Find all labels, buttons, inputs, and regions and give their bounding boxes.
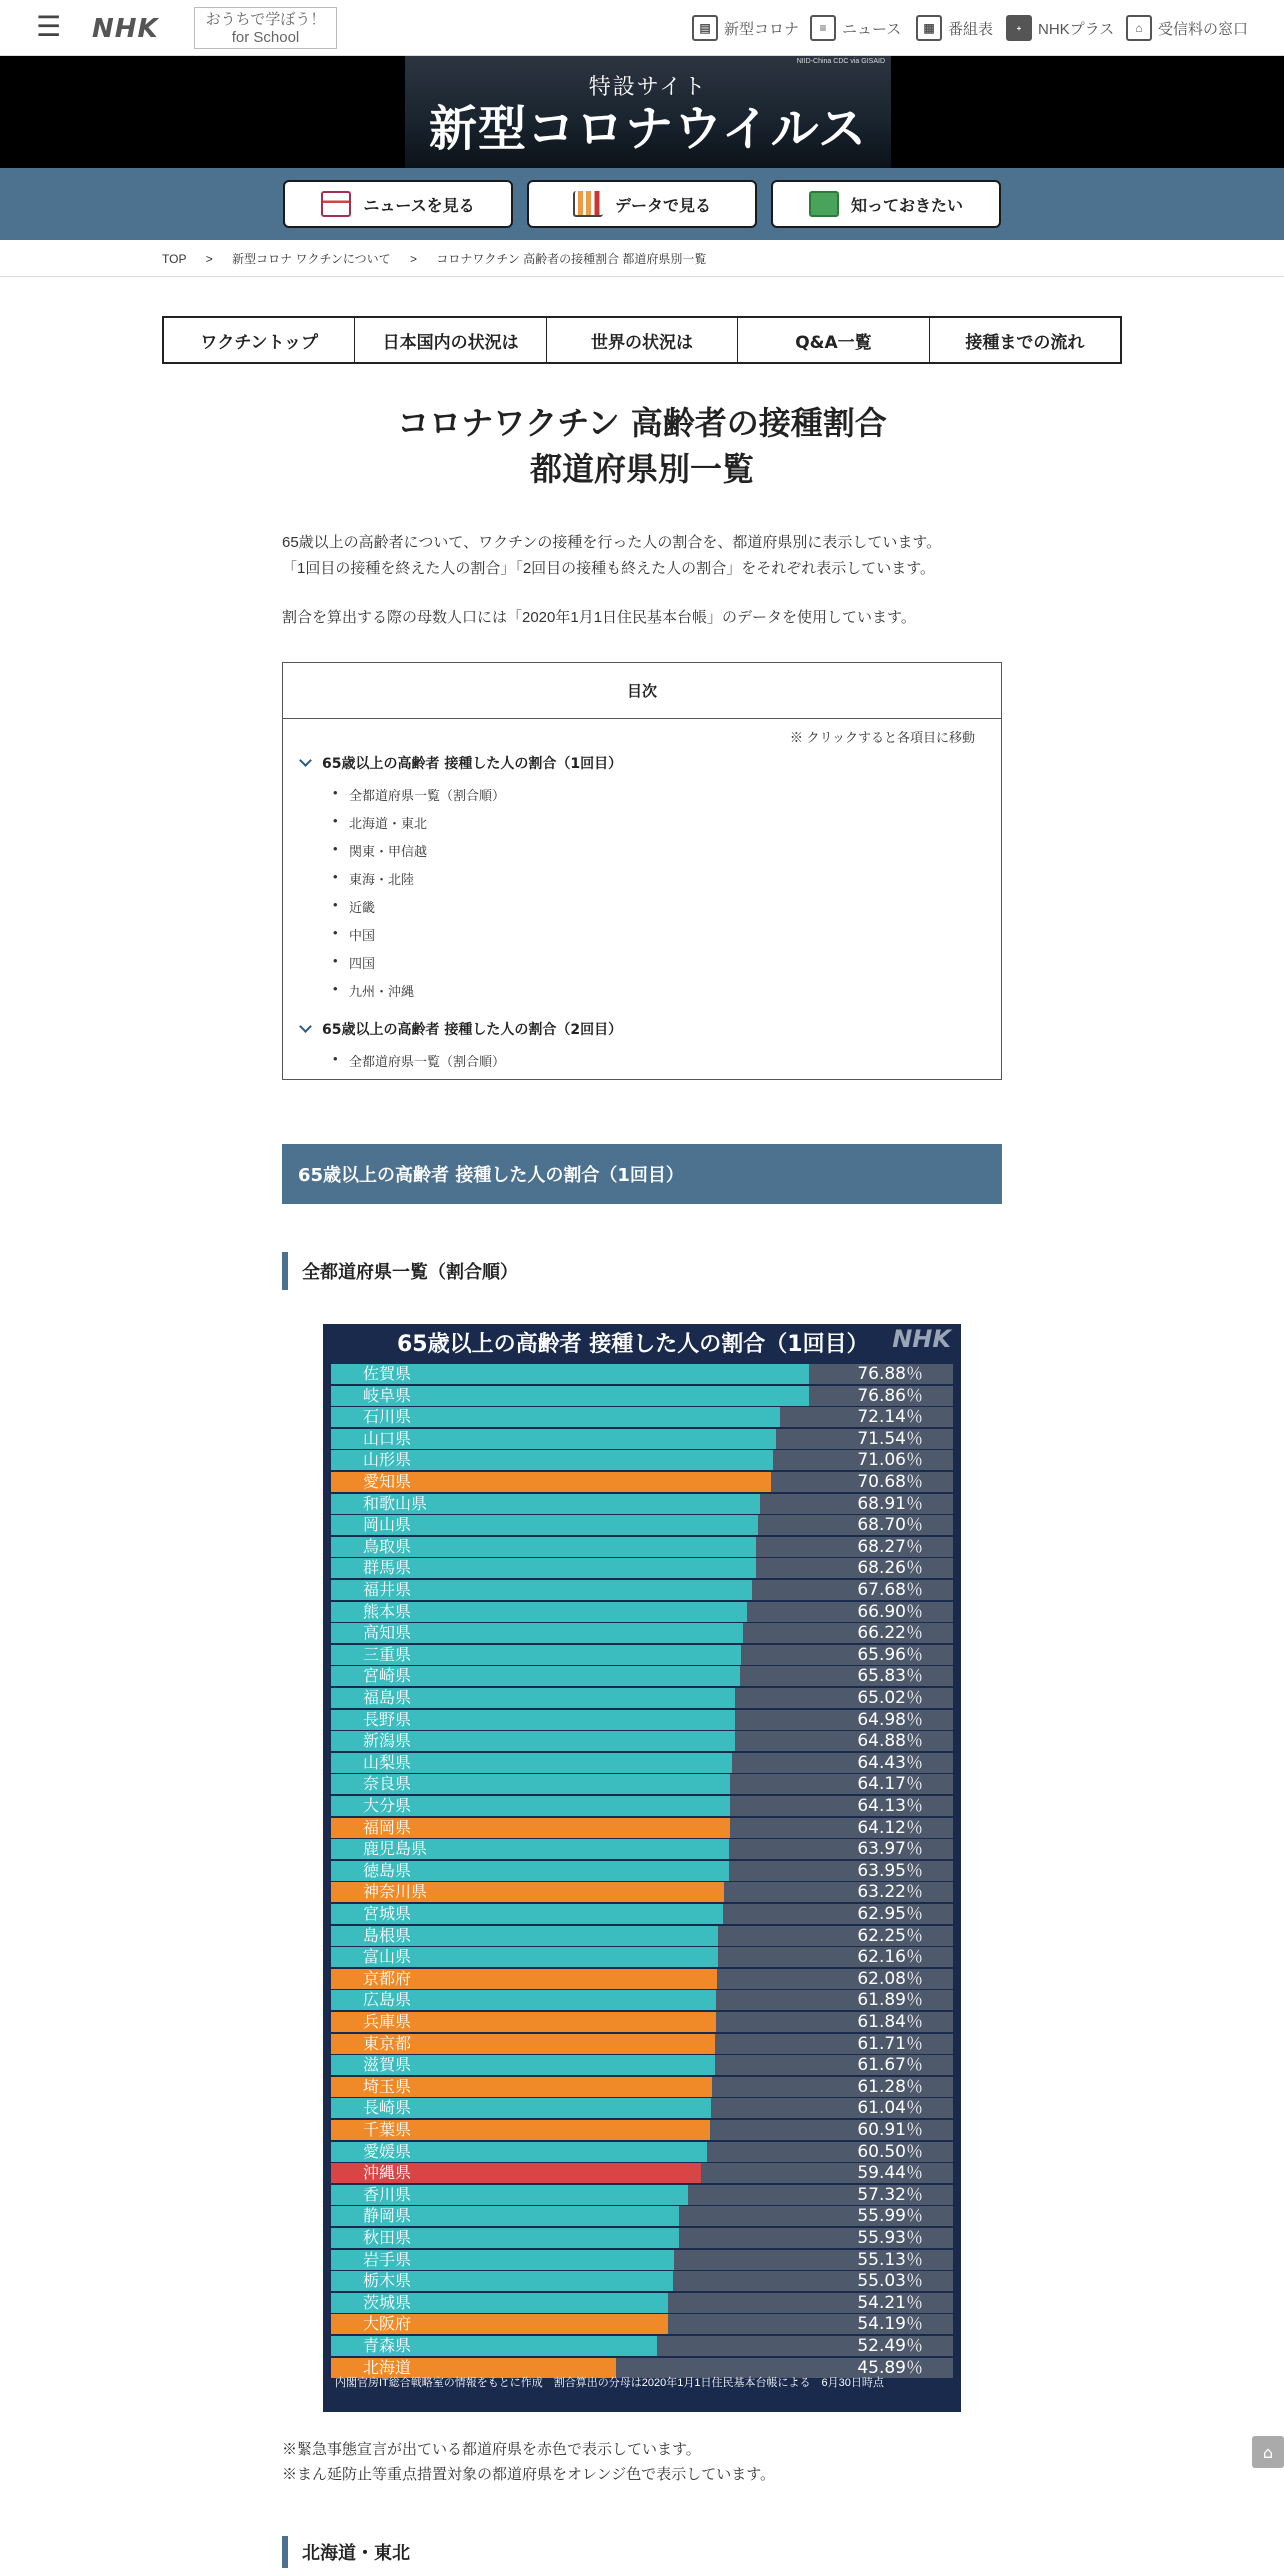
bar-value-label: 55.93％ [857, 2228, 923, 2248]
bar-row [331, 1623, 953, 1643]
know-button[interactable] [771, 180, 1001, 228]
bar-label: 愛知県 [363, 1472, 412, 1491]
bar-row [331, 2250, 953, 2270]
bar-label: 千葉県 [363, 2120, 412, 2139]
bar-label: 大阪府 [363, 2314, 412, 2334]
reception-fee-icon: ⌂ [1126, 15, 1152, 41]
bar-row [331, 1580, 953, 1600]
bar-row [331, 2012, 953, 2032]
bar-value-label: 66.22％ [857, 1623, 923, 1644]
vaccine-tabs [162, 316, 1122, 364]
intro-line3: 割合を算出する際の母数人口には「2020年1月1日住民基本台帳」のデータを使用しています。 [282, 609, 916, 626]
vaccination-rate-chart [323, 1324, 961, 2412]
bar-row [331, 2336, 953, 2356]
toc-item[interactable]: • 中国 [349, 925, 375, 944]
bar-label: 栃木県 [363, 2271, 412, 2291]
chevron-down-icon [299, 754, 312, 767]
topnav-nhkplus[interactable] [1006, 14, 1114, 42]
bar-label: 岡山県 [363, 1515, 412, 1535]
bar-value-label: 62.25％ [857, 1925, 923, 1946]
bar-row [331, 1904, 953, 1924]
page-title-line1: コロナワクチン 高齢者の接種割合 [397, 404, 887, 442]
banner-image[interactable] [405, 56, 891, 168]
bar-label: 滋賀県 [363, 2055, 412, 2075]
bar-value-label: 64.88％ [857, 1731, 923, 1752]
bar-label: 山口県 [363, 1428, 412, 1448]
bar-value-label: 52.49％ [857, 2336, 923, 2356]
bar-value-label: 64.43％ [857, 1752, 923, 1773]
intro-line1: 65歳以上の高齢者について、ワクチンの接種を行った人の割合を、都道府県別に表示しています。 [282, 534, 942, 551]
section-nav [0, 168, 1284, 240]
news-doc-icon: ▤ [692, 15, 718, 41]
bar-value-label: 64.98％ [857, 1709, 923, 1730]
table-of-contents [282, 662, 1002, 1080]
toc-item[interactable]: • 東海・北陸 [349, 869, 414, 888]
bar-label: 福井県 [363, 1580, 412, 1599]
bar-label: 宮崎県 [363, 1666, 412, 1686]
bar-row [331, 2098, 953, 2118]
bar-row [331, 2077, 953, 2097]
bar-row [331, 1839, 953, 1859]
bar-value-label: 61.71％ [857, 2033, 923, 2054]
bar-value-label: 63.95％ [857, 1860, 923, 1881]
bar-value-label: 54.19％ [857, 2314, 923, 2335]
bar-label: 徳島県 [363, 1860, 412, 1880]
note-orange: ※まん延防止等重点措置対象の都道府県をオレンジ色で表示しています。 [282, 2466, 776, 2483]
bar-row [331, 1472, 953, 1492]
bar-row [331, 2142, 953, 2162]
toc-item[interactable]: • 全都道府県一覧（割合順） [349, 1051, 505, 1070]
bar-row [331, 1429, 953, 1449]
bar-value-label: 62.16％ [857, 1947, 923, 1968]
bar-row [331, 1407, 953, 1427]
bar-label: 東京都 [363, 2033, 412, 2053]
bar-value-label: 61.89％ [857, 1990, 923, 2011]
bar-value-label: 70.68％ [857, 1472, 923, 1492]
topnav-news-label: ニュース [842, 20, 902, 38]
bar-row [331, 1645, 953, 1665]
bar-label: 山梨県 [363, 1752, 412, 1772]
toc-item[interactable]: • 近畿 [349, 897, 375, 916]
news-button[interactable] [283, 180, 513, 228]
bar-label: 和歌山県 [363, 1493, 428, 1513]
bar-value-label: 61.28％ [857, 2076, 923, 2097]
bar-row [331, 1450, 953, 1470]
topnav-program[interactable] [916, 14, 993, 42]
bar-row [331, 1364, 953, 1384]
know-button-label: 知っておきたい [850, 195, 963, 215]
topnav-corona[interactable] [692, 14, 799, 42]
breadcrumb-sep: > [205, 252, 213, 266]
bar-value-label: 54.21％ [857, 2292, 923, 2313]
bar-row [331, 1796, 953, 1816]
toc-group1[interactable] [301, 753, 622, 773]
bar-row [331, 1602, 953, 1622]
bar-value-label: 61.84％ [857, 2012, 923, 2032]
bar-row [331, 1861, 953, 1881]
menu-icon[interactable]: ☰ [36, 10, 62, 43]
toc-heading: 目次 [283, 663, 1001, 719]
bar-value-label: 63.22％ [857, 1882, 923, 1903]
bar-row [331, 1666, 953, 1686]
breadcrumb-vaccine[interactable]: 新型コロナ ワクチンについて [232, 252, 391, 266]
bar-label: 奈良県 [363, 1774, 412, 1794]
bar-label: 北海道 [363, 2357, 412, 2377]
bar-chart-icon [573, 191, 603, 217]
bar-value-label: 68.27％ [857, 1536, 923, 1557]
breadcrumb-sep: > [410, 252, 418, 266]
bar-value-label: 64.12％ [857, 1817, 923, 1838]
bar-label: 鳥取県 [363, 1536, 412, 1556]
tab-flow[interactable]: 接種までの流れ [965, 332, 1085, 353]
breadcrumb-top[interactable]: TOP [162, 252, 187, 266]
bar-value-label: 64.13％ [857, 1796, 923, 1816]
note-red: ※緊急事態宣言が出ている都道府県を赤色で表示しています。 [282, 2441, 701, 2458]
bar-label: 福島県 [363, 1688, 412, 1707]
school-line2: for School [231, 29, 300, 46]
bar-row [331, 2120, 953, 2140]
bar-label: 京都府 [363, 1968, 412, 1988]
breadcrumb [162, 250, 722, 267]
bar-value-label: 59.44％ [857, 2163, 923, 2184]
breadcrumb-current: コロナワクチン 高齢者の接種割合 都道府県別一覧 [436, 252, 707, 266]
newspaper-icon: ≡ [810, 15, 836, 41]
bar-row [331, 1558, 953, 1578]
bar-label: 岐阜県 [363, 1385, 412, 1405]
bar-row [331, 2185, 953, 2205]
bar-label: 佐賀県 [363, 1364, 412, 1383]
bar-row [331, 2055, 953, 2075]
school-line1: おうちで学ぼう！ [205, 11, 326, 28]
toc-item[interactable]: • 関東・甲信越 [349, 841, 427, 860]
bar-label: 山形県 [363, 1450, 412, 1470]
intro-line2: 「1回目の接種を終えた人の割合」「2回目の接種も終えた人の割合」をそれぞれ表示しています。 [282, 560, 935, 577]
divider [0, 276, 1284, 277]
bar-row [331, 1710, 953, 1730]
bar-row [331, 1990, 953, 2010]
bar-row [331, 1947, 953, 1967]
bar-label: 青森県 [363, 2336, 412, 2355]
back-to-top-button[interactable] [1252, 2436, 1284, 2468]
bar-value-label: 60.50％ [857, 2141, 923, 2162]
topnav-fee-label: 受信料の窓口 [1158, 20, 1249, 38]
bar-label: 静岡県 [363, 2206, 412, 2226]
bar-value-label: 57.32％ [857, 2184, 923, 2205]
toc-item[interactable]: • 四国 [349, 953, 375, 972]
banner-subtitle: 特設サイト [588, 75, 708, 100]
bar-value-label: 65.96％ [857, 1644, 923, 1665]
toc-note: ※ クリックすると各項目に移動 [789, 730, 975, 745]
toc-group2[interactable] [301, 1019, 622, 1039]
chevron-down-icon [299, 1020, 312, 1033]
bar-value-label: 64.17％ [857, 1774, 923, 1795]
bar-label: 岩手県 [363, 2249, 412, 2269]
bar-label: 三重県 [363, 1644, 412, 1664]
subheading-all: 全都道府県一覧（割合順） [282, 1252, 518, 1290]
bar-label: 熊本県 [363, 1601, 412, 1621]
bar-label: 長野県 [363, 1709, 412, 1729]
bar-value-label: 55.03％ [857, 2271, 923, 2292]
bar-row [331, 2228, 953, 2248]
bar-value-label: 65.83％ [857, 1666, 923, 1687]
bar-value-label: 60.91％ [857, 2120, 923, 2140]
bar-row [331, 1494, 953, 1514]
bar-row [331, 2034, 953, 2054]
bar-label: 神奈川県 [363, 1882, 428, 1902]
bar-row [331, 1537, 953, 1557]
home-up-icon: ⌂ [1262, 2442, 1274, 2462]
bar-row [331, 1818, 953, 1838]
bar-value-label: 72.14％ [857, 1407, 923, 1428]
news-button-label: ニュースを見る [363, 195, 475, 215]
bar-row [331, 1753, 953, 1773]
bar-value-label: 71.06％ [857, 1450, 923, 1471]
news-icon [321, 191, 351, 217]
bar-value-label: 61.67％ [857, 2055, 923, 2076]
bar-row [331, 1926, 953, 1946]
bar-row [331, 1386, 953, 1406]
bar-label: 島根県 [363, 1925, 412, 1945]
site-header [0, 0, 1284, 56]
bar-row [331, 1515, 953, 1535]
tab-qa[interactable]: Q&A一覧 [738, 318, 929, 362]
bar-value-label: 65.02％ [857, 1688, 923, 1708]
bar-value-label: 62.08％ [857, 1968, 923, 1989]
bar-row [331, 2271, 953, 2291]
toc-item[interactable]: • 全都道府県一覧（割合順） [349, 785, 505, 804]
topnav-fee[interactable] [1126, 14, 1248, 42]
bar-label: 長崎県 [363, 2098, 412, 2118]
toc-group1-label: 65歳以上の高齢者 接種した人の割合（1回目） [322, 756, 623, 772]
chart-title: 65歳以上の高齢者 接種した人の割合（1回目） [397, 1332, 869, 1357]
bar-label: 福岡県 [363, 1817, 412, 1837]
bar-row [331, 1969, 953, 1989]
book-icon [809, 191, 839, 217]
section-title: 65歳以上の高齢者 接種した人の割合（1回目） [282, 1144, 1002, 1204]
bar-value-label: 45.89％ [857, 2357, 923, 2378]
nhk-logo[interactable]: NHK [92, 14, 159, 44]
bar-value-label: 55.99％ [857, 2206, 923, 2227]
bar-value-label: 68.70％ [857, 1515, 923, 1536]
subheading-region: 北海道・東北 [282, 2536, 410, 2568]
topnav-program-label: 番組表 [948, 20, 994, 38]
nhk-plus-icon: + [1006, 15, 1032, 41]
bar-row [331, 2293, 953, 2313]
bar-label: 埼玉県 [363, 2076, 412, 2096]
special-site-banner [0, 56, 1284, 168]
data-button[interactable] [527, 180, 757, 228]
bar-value-label: 62.95％ [857, 1904, 923, 1924]
toc-group2-label: 65歳以上の高齢者 接種した人の割合（2回目） [322, 1022, 623, 1038]
bar-value-label: 66.90％ [857, 1601, 923, 1622]
bar-row [331, 1882, 953, 1902]
bar-value-label: 55.13％ [857, 2249, 923, 2270]
topnav-news[interactable] [810, 14, 901, 42]
bar-value-label: 67.68％ [857, 1580, 923, 1600]
for-school-link[interactable] [194, 7, 337, 49]
topnav-corona-label: 新型コロナ [724, 20, 800, 38]
data-button-label: データで見る [614, 195, 711, 215]
bar-value-label: 61.04％ [857, 2098, 923, 2119]
bar-label: 大分県 [363, 1796, 412, 1815]
bar-label: 茨城県 [363, 2292, 412, 2312]
bar-label: 秋田県 [363, 2228, 412, 2247]
page-title [162, 400, 1122, 492]
bar-row [331, 1731, 953, 1751]
tab-domestic[interactable]: 日本国内の状況は [355, 318, 546, 362]
toc-item[interactable]: • 九州・沖縄 [349, 981, 414, 1000]
chart-nhk-logo: NHK [892, 1325, 951, 1353]
bar-value-label: 76.88％ [857, 1364, 923, 1384]
bar-label: 鹿児島県 [363, 1839, 428, 1859]
bar-row [331, 2206, 953, 2226]
bar-label: 石川県 [363, 1407, 412, 1427]
bar-label: 新潟県 [363, 1731, 412, 1751]
bar-label: 広島県 [363, 1990, 412, 2010]
bar-label: 富山県 [363, 1947, 412, 1967]
banner-credit: NIID-China CDC via GISAID [796, 58, 885, 65]
bar-row [331, 1688, 953, 1708]
bar-row [331, 1774, 953, 1794]
bar-label: 高知県 [363, 1623, 412, 1643]
bar-label: 愛媛県 [363, 2141, 412, 2161]
bar-label: 沖縄県 [363, 2163, 412, 2183]
bar-label: 群馬県 [363, 1558, 412, 1578]
program-grid-icon: ▦ [916, 15, 942, 41]
tab-world[interactable]: 世界の状況は [547, 318, 738, 362]
chart-footnote: 内閣官房IT総合戦略室の情報をもとに作成 割合算出の分母は2020年1月1日住民基本台帳による 6月30日時点 [335, 2377, 884, 2389]
toc-item[interactable]: • 北海道・東北 [349, 813, 427, 832]
page-title-line2: 都道府県別一覧 [529, 450, 754, 488]
bar-label: 香川県 [363, 2184, 412, 2204]
bar-value-label: 63.97％ [857, 1839, 923, 1860]
bar-value-label: 76.86％ [857, 1385, 923, 1406]
bar-value-label: 68.26％ [857, 1558, 923, 1579]
banner-title: 新型コロナウイルス [428, 101, 868, 157]
topnav-nhkplus-label: NHKプラス [1038, 20, 1115, 38]
bar-label: 宮城県 [363, 1904, 412, 1923]
bar-value-label: 71.54％ [857, 1428, 923, 1449]
bar-value-label: 68.91％ [857, 1493, 923, 1514]
tab-vaccine-top[interactable]: ワクチントップ [164, 318, 355, 362]
intro-text [282, 530, 1002, 582]
bar-label: 兵庫県 [363, 2012, 412, 2031]
bar-row [331, 2314, 953, 2334]
bar-row [331, 2163, 953, 2183]
